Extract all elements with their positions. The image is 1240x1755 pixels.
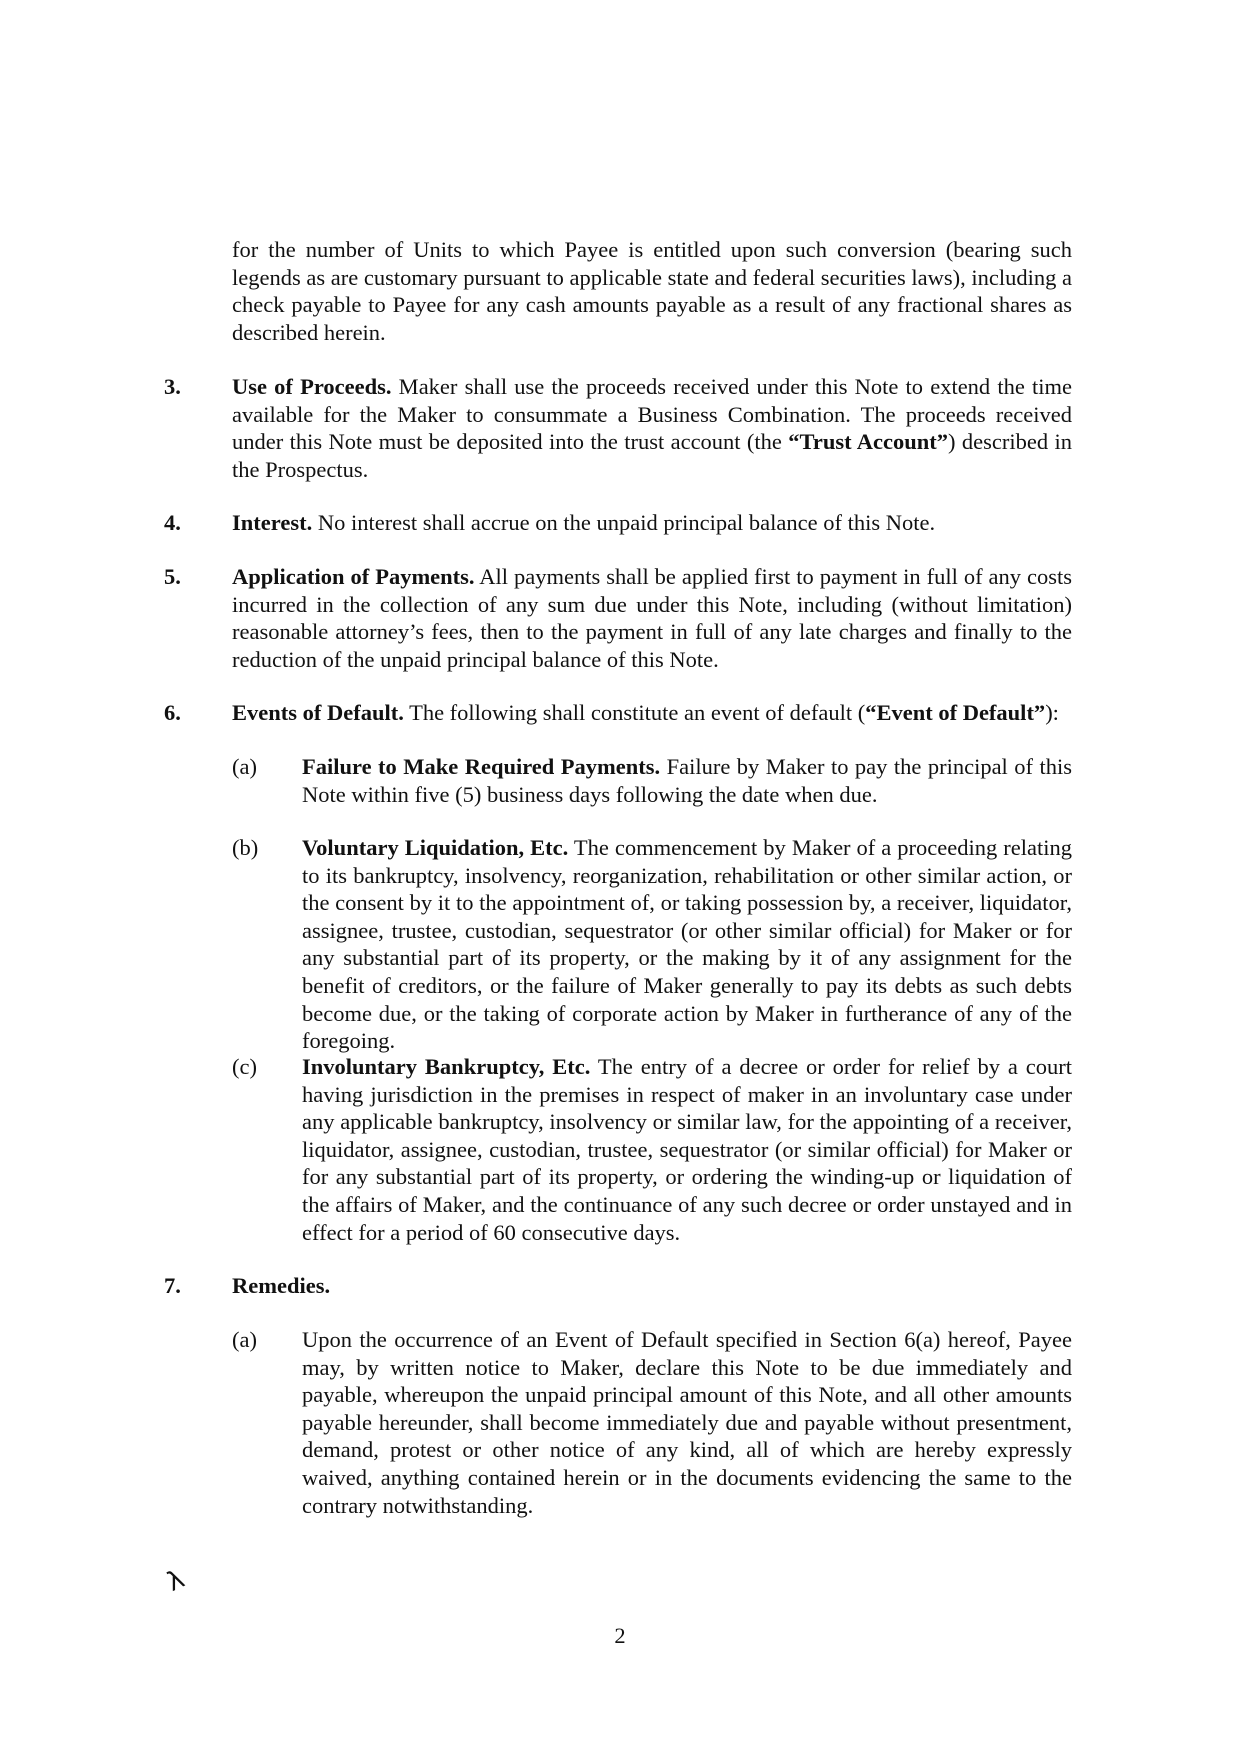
section-5-heading: Application of Payments. <box>232 564 475 589</box>
section-4-text: No interest shall accrue on the unpaid principal balance of this Note. <box>312 510 936 535</box>
section-6-heading: Events of Default. <box>232 700 404 725</box>
section-4-paragraph <box>232 509 1072 537</box>
section-5-number: 5. <box>164 564 181 589</box>
page-number: 2 <box>614 1623 626 1648</box>
section-3-paragraph <box>232 373 1072 483</box>
section-6a-heading: Failure to Make Required Payments. <box>302 754 661 779</box>
section-7-number: 7. <box>164 1273 181 1298</box>
section-7a-paragraph: Upon the occurrence of an Event of Default specified in Section 6(a) hereof, Payee may, by written notice to Maker, declare this Note to be due immediately and payable, whereupon the unpaid principal amount of this Note, and all other amounts payable hereunder, shall become immediately due and payable without presentment, demand, protest or other notice of any kind, all of which are hereby expressly waived, anything contained herein or in the documents evidencing the same to the contrary notwithstanding. <box>302 1327 1072 1518</box>
section-3-text-b: ) described in the Prospectus. <box>232 429 1072 482</box>
continuation-paragraph: for the number of Units to which Payee is entitled upon such conversion (bearing such legends as are customary pursuant to applicable state and federal securities laws), including a check payable to Payee for any cash amounts payable as a result of any fractional shares as described herein. <box>232 237 1072 345</box>
section-6a-paragraph <box>302 753 1072 808</box>
section-6b-paragraph <box>302 834 1072 1055</box>
section-5-paragraph <box>232 563 1072 673</box>
section-5-text: All payments shall be applied first to payment in full of any costs incurred in the collection of any sum due under this Note, including (without limitation) reasonable attorney’s fees, then to the payment in full of any late charges and finally to the reduction of the unpaid principal balance of this Note. <box>232 564 1072 672</box>
section-6a-label: (a) <box>232 754 257 779</box>
section-3-text-a: Maker shall use the proceeds received under this Note to extend the time available for the Maker to consummate a Business Combination. The proceeds received under this Note must be deposited into the trust account (the <box>232 374 1072 455</box>
event-of-default-term: “Event of Default” <box>865 700 1046 725</box>
section-6-text-a: The following shall constitute an event of default ( <box>403 700 866 725</box>
section-7a-label: (a) <box>232 1327 257 1352</box>
initials-mark: λ <box>162 1564 190 1598</box>
section-6a-text: Failure by Maker to pay the principal of this Note within five (5) business days following the date when due. <box>302 754 1072 807</box>
section-6-number: 6. <box>164 700 181 725</box>
section-6-paragraph <box>232 699 1092 727</box>
section-6b-label: (b) <box>232 835 259 860</box>
trust-account-term: “Trust Account” <box>788 429 949 455</box>
section-6c-paragraph <box>302 1053 1072 1246</box>
section-4-heading: Interest. <box>232 510 313 535</box>
section-3-number: 3. <box>164 374 181 399</box>
section-6c-heading: Involuntary Bankruptcy, Etc. <box>302 1054 591 1079</box>
section-6b-text: The commencement by Maker of a proceeding relating to its bankruptcy, insolvency, reorganization, rehabilitation or other similar action, or the consent by it to the appointment of, or taking possession by, a receiver, liquidator, assignee, trustee, custodian, sequestrator (or other similar official) for Maker or for any substantial part of its property, or the making by it of any assignment for the benefit of creditors, or the failure of Maker generally to pay its debts as such debts become due, or the taking of corporate action by Maker in furtherance of any of the foregoing. <box>302 835 1072 1054</box>
section-7-heading: Remedies. <box>232 1273 331 1298</box>
section-6c-text: The entry of a decree or order for relief by a court having jurisdiction in the premises in respect of maker in an involuntary case under any applicable bankruptcy, insolvency or similar law, for the appointing of a receiver, liquidator, assignee, custodian, trustee, sequestrator (or similar official) for Maker or for any substantial part of its property, or ordering the winding-up or liquidation of the affairs of Maker, and the continuance of any such decree or order unstayed and in effect for a period of 60 consecutive days. <box>302 1054 1072 1245</box>
section-6-text-b: ): <box>1045 700 1059 725</box>
section-6b-heading: Voluntary Liquidation, Etc. <box>302 835 569 860</box>
section-6c-label: (c) <box>232 1054 257 1079</box>
section-4-number: 4. <box>164 510 181 535</box>
section-3-heading: Use of Proceeds. <box>232 374 392 399</box>
